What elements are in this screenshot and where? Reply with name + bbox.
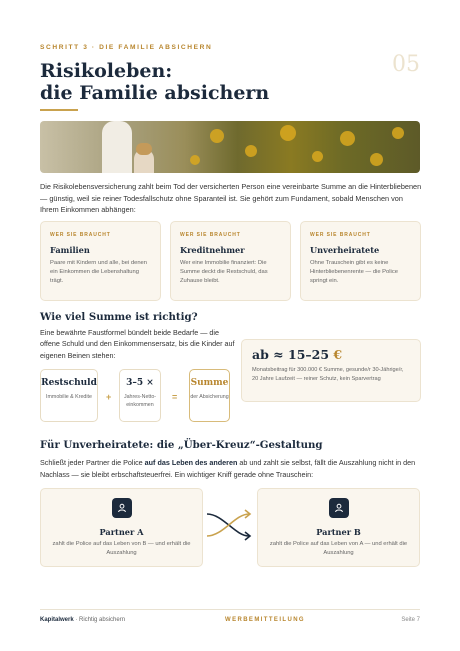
footer-center: WERBEMITTEILUNG — [225, 617, 305, 623]
partner-title: Partner B — [316, 527, 361, 537]
equals-sign: = — [172, 392, 178, 402]
footer-page: Seite 7 — [401, 617, 420, 623]
formula-term: 3–5 × — [126, 378, 154, 388]
premium-note: Monatsbeitrag für 300.000 € Summe, gesunde/r 30-Jährige/r, 20 Jahre Laufzeit — reiner Schutz, kein Sparvertrag — [252, 367, 404, 382]
formula-total — [189, 369, 230, 422]
formula-term: Summe — [190, 378, 229, 388]
section-kicker: SCHRITT 3 · DIE FAMILIE ABSICHERN — [40, 44, 213, 51]
partner-text: zahlt die Police auf das Leben von B — und erhält die Auszahlung — [52, 541, 191, 556]
intro-text: Die Risikolebensversicherung zahlt beim Tod der versicherten Person eine vereinbarte Summe an die Hinterbliebenen — günstig, weil sie reiner Todesfallschutz ohne Sparanteil ist. Sie gehört zum Fundament, sobald Menschen von Ihrem Einkommen abhängen: — [40, 182, 422, 215]
page-title-line2: die Familie absichern — [40, 82, 270, 104]
chapter-number: 05 — [392, 52, 420, 77]
cross-text: Schließt jeder Partner die Police auf das Leben des anderen ab und zahlt sie selbst, fällt die Auszahlung nicht in den Nachlass — sie bleibt erbschaftsteuerfrei. Ein wichtiger Kniff gerade ohne Trauschein: — [40, 458, 416, 479]
cross-heading: Für Unverheiratete: die „Über-Kreuz“-Gestaltung — [40, 439, 323, 451]
need-card-label: WER SIE BRAUCHT — [50, 232, 111, 238]
need-card-title: Unverheiratete — [310, 245, 380, 255]
partner-card-a — [40, 488, 203, 567]
need-card-text: Paare mit Kindern und alle, bei denen ein Einkommen die Lebenshaltung trägt. — [50, 260, 148, 284]
page-title-line1: Risikoleben: — [40, 60, 173, 82]
footer-divider — [40, 609, 420, 610]
page-title — [40, 60, 269, 104]
formula-note: Immobilie & Kredite — [46, 394, 92, 400]
cross-arrows-icon — [205, 508, 255, 542]
need-card-text: Wer eine Immobilie finanziert: Die Summe deckt die Restschuld, das Zuhause bleibt. — [180, 260, 268, 284]
formula-note: Jahres-Netto-einkommen — [123, 394, 157, 408]
need-card-families — [40, 221, 161, 301]
hero-image — [40, 121, 420, 173]
formula-debt — [40, 369, 98, 422]
formula-note: der Absicherung — [190, 394, 229, 400]
formula-income — [119, 369, 161, 422]
need-card-title: Kreditnehmer — [180, 245, 245, 255]
need-card-label: WER SIE BRAUCHT — [180, 232, 241, 238]
premium-value: ab ≈ 15–25 € — [252, 347, 343, 362]
need-card-borrowers — [170, 221, 291, 301]
sum-heading: Wie viel Summe ist richtig? — [40, 311, 198, 323]
title-underline — [40, 109, 78, 111]
need-card-title: Familien — [50, 245, 90, 255]
partner-text: zahlt die Police auf das Leben von A — und erhält die Auszahlung — [269, 541, 408, 556]
partner-title: Partner A — [99, 527, 144, 537]
person-icon — [329, 498, 349, 518]
plus-sign: + — [106, 392, 112, 402]
premium-box — [241, 339, 421, 402]
sum-text: Eine bewährte Faustformel bündelt beide Bedarfe — die offene Schuld und den Einkommensersatz, bis die Kinder auf eigenen Beinen stehen: — [40, 328, 235, 360]
need-card-unmarried — [300, 221, 421, 301]
person-icon — [112, 498, 132, 518]
footer-left: Kapitalwerk · Richtig absichern — [40, 617, 126, 623]
need-card-label: WER SIE BRAUCHT — [310, 232, 371, 238]
formula-term: Restschuld — [41, 378, 97, 388]
need-card-text: Ohne Trauschein gibt es keine Hinterbliebenenrente — die Police springt ein. — [310, 260, 398, 284]
partner-card-b — [257, 488, 420, 567]
